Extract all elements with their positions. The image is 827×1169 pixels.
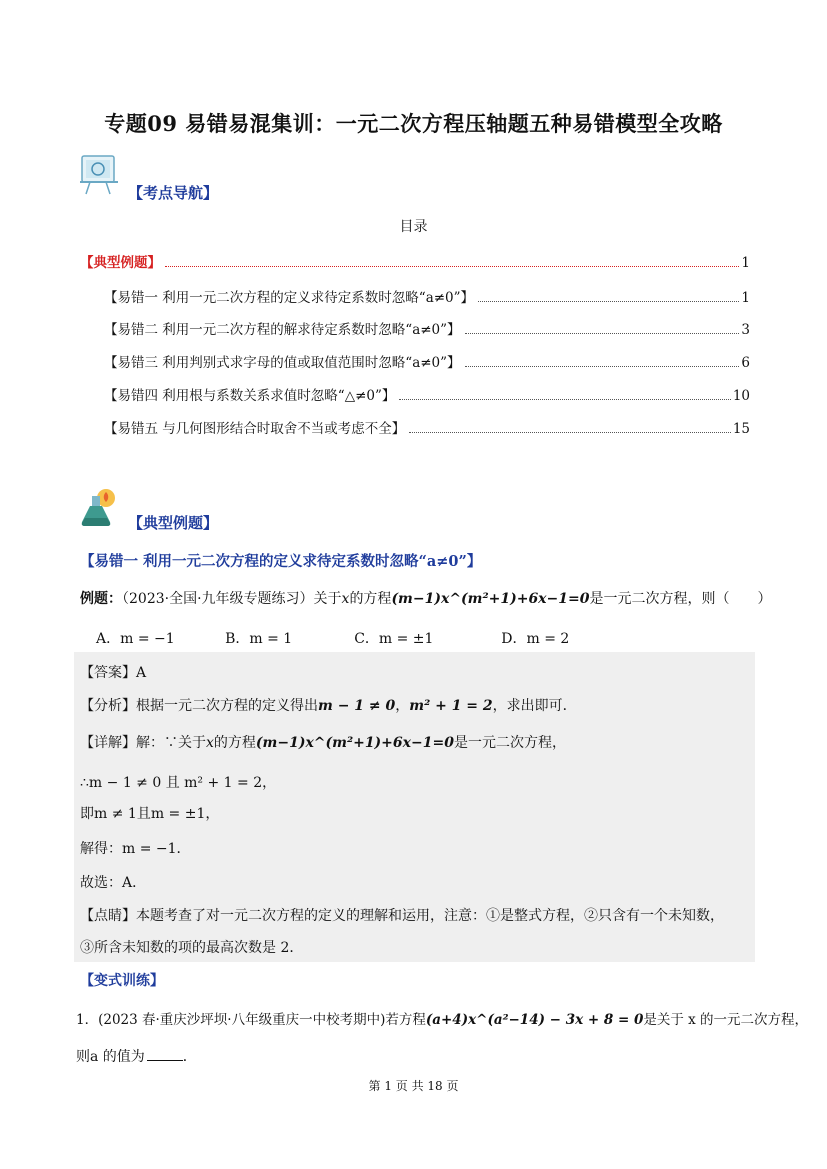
toc-item-5[interactable] [104,417,750,437]
example-options [96,628,569,648]
toc-item-label: 【易错四 利用根与系数关系求值时忽略“△≠0”】 [104,388,396,404]
option-a[interactable]: A．m = −1 [96,631,175,647]
subsection-title: 【易错一 利用一元二次方程的定义求待定系数时忽略“a≠0”】 [80,553,482,570]
toc-item-3[interactable] [104,351,750,371]
detail-line [80,732,566,752]
page-title: 专题09 易错易混集训：一元二次方程压轴题五种易错模型全攻略 [104,111,723,136]
example-question [80,588,771,608]
toc-item-1[interactable] [104,286,750,306]
toc-item-label: 【易错三 利用判别式求字母的值或取值范围时忽略“a≠0”】 [104,355,461,371]
q1-prefix: 1．(2023 春·重庆沙坪坝·八年级重庆一中校考期中)若方程 [76,1012,426,1028]
practice-question-1-line2: 则a 的值为 ． [76,1049,197,1065]
detail-prefix: 【详解】解：∵关于 [80,735,206,751]
toc-leader [165,266,739,267]
toc-item-label: 【易错二 利用一元二次方程的解求待定系数时忽略“a≠0”】 [104,322,461,338]
answer-blank[interactable] [147,1060,183,1061]
analysis-sep: ， [395,698,410,714]
nav-title: 【考点导航】 [128,184,219,202]
answer-line: 【答案】A [80,665,147,681]
example-label: 例题： [80,591,122,607]
toc-main-label: 【典型例题】 [80,255,161,271]
comment-line-2: ③所含未知数的项的最高次数是 2． [80,940,304,956]
analysis-prefix: 【分析】根据一元二次方程的定义得出 [80,698,318,714]
toc-item-label: 【易错一 利用一元二次方程的定义求待定系数时忽略“a≠0”】 [104,290,475,306]
analysis-eq1: m − 1 ≠ 0 [318,698,396,714]
toc-item-4[interactable] [104,384,750,404]
toc-leader [478,301,739,302]
example-source: （2023·全国·九年级专题练习）关于 [122,591,342,607]
detail-end: 是一元二次方程， [453,735,566,751]
option-b[interactable]: B．m = 1 [225,631,293,647]
toc-page-number: 1 [741,290,750,306]
toc-page-number: 6 [741,355,750,371]
toc-item-label: 【易错五 与几何图形结合时取舍不当或考虑不全】 [104,421,406,437]
practice-question-1 [76,1008,808,1028]
solution-step-1: ∴m − 1 ≠ 0 且 m² + 1 = 2， [80,775,277,791]
toc-leader [399,399,730,400]
solution-step-2: 即m ≠ 1且m = ±1， [80,806,220,822]
solution-step-3: 解得：m = −1． [80,841,191,857]
flask-icon [76,486,122,530]
option-d[interactable]: D．m = 2 [501,631,570,647]
toc-page-number: 10 [732,388,750,404]
analysis-eq2: m² + 1 = 2 [409,698,493,714]
example-text-end: 是一元二次方程，则（ ） [589,591,772,607]
analysis-line [80,695,577,715]
analysis-suffix: ，求出即可． [492,698,577,714]
example-text-mid: 的方程 [349,591,392,607]
q1-equation: (a+4)x^(a²−14) − 3x + 8 = 0 [425,1012,644,1028]
toc-main-entry[interactable] [80,251,750,271]
toc-leader [409,432,731,433]
toc-leader [465,333,740,334]
example-var: x [341,591,350,607]
page-footer: 第 1 页 共 18 页 [368,1079,459,1093]
toc-item-2[interactable] [104,318,750,338]
detail-var: x [206,735,214,751]
solution-step-4: 故选：A． [80,875,147,891]
option-c[interactable]: C．m = ±1 [354,631,434,647]
practice-title: 【变式训练】 [80,973,164,989]
toc-heading: 目录 [399,219,428,235]
detail-equation: (m−1)x^(m²+1)+6x−1=0 [255,735,454,751]
detail-mid: 的方程 [213,735,256,751]
section-title: 【典型例题】 [128,514,219,532]
toc-leader [465,366,740,367]
q1-suffix: 是关于 x 的一元二次方程， [643,1012,809,1028]
example-equation: (m−1)x^(m²+1)+6x−1=0 [391,591,590,607]
toc-page-number: 3 [741,322,750,338]
q1-line2: 则a 的值为 [76,1049,145,1065]
toc-page-number: 15 [732,421,750,437]
navigation-icon [76,152,124,196]
toc-page-number: 1 [741,255,750,271]
comment-line-1: 【点睛】本题考查了对一元二次方程的定义的理解和运用，注意：①是整式方程，②只含有一个未知数， [80,908,724,924]
